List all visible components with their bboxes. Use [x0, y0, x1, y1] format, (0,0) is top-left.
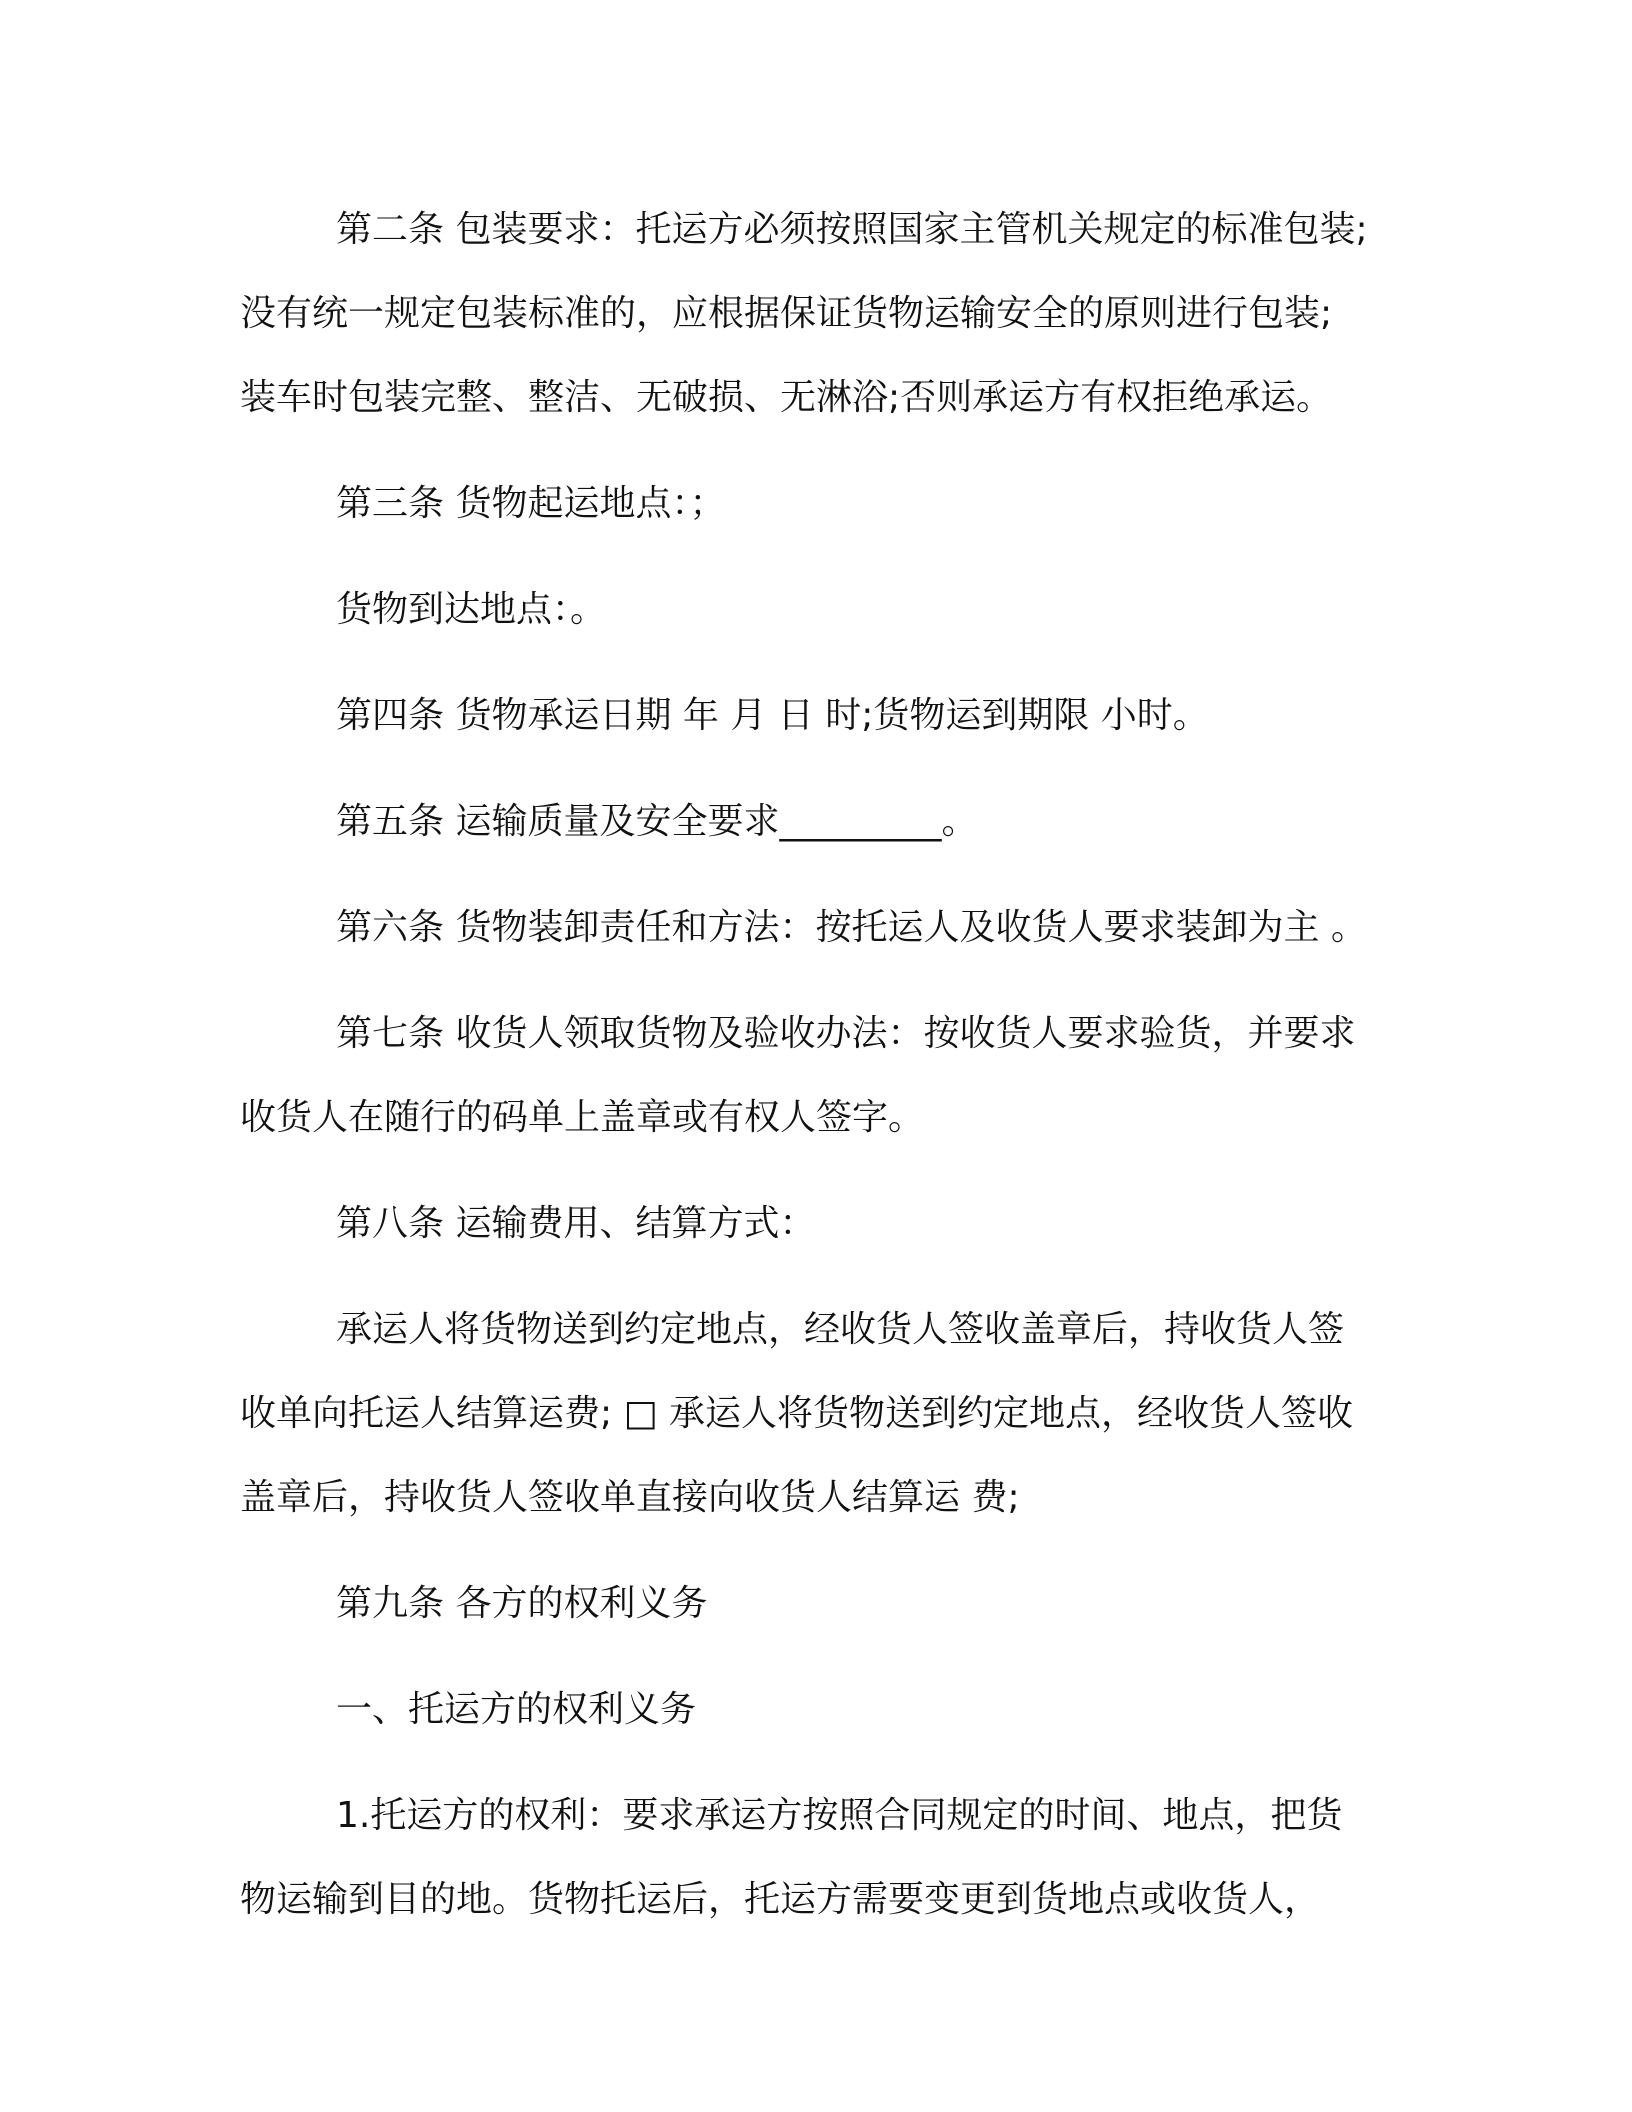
section-1-shipper-rights	[240, 1668, 1400, 1752]
text-line: 承运人将货物送到约定地点，经收货人签收盖章后，持收货人签	[336, 1309, 1345, 1350]
text-line: 第九条 各方的权利义务	[336, 1583, 708, 1624]
article-7-receipt	[240, 992, 1400, 1160]
text-line: 收单向托运人结算运费; □ 承运人将货物送到约定地点，经收货人签收	[240, 1393, 1354, 1434]
article-9-rights	[240, 1562, 1400, 1646]
text-line: 没有统一规定包装标准的，应根据保证货物运输安全的原则进行包装;	[240, 293, 1333, 334]
article-6-loading	[240, 886, 1400, 970]
text-line: 物运输到目的地。货物托运后，托运方需要变更到货地点或收货人，	[240, 1879, 1321, 1920]
text-line: 第二条 包装要求：托运方必须按照国家主管机关规定的标准包装;	[336, 209, 1368, 250]
article-3-origin	[240, 462, 1400, 546]
text-line: 第五条 运输质量及安全要求_________。	[336, 801, 978, 842]
text-line: 一、托运方的权利义务	[336, 1689, 697, 1730]
article-3-destination	[240, 568, 1400, 652]
text-line: 1.托运方的权利：要求承运方按照合同规定的时间、地点，把货	[336, 1795, 1343, 1836]
contract-body	[240, 188, 1400, 1942]
text-line: 盖章后，持收货人签收单直接向收货人结算运 费;	[240, 1477, 1020, 1518]
text-line: 收货人在随行的码单上盖章或有权人签字。	[240, 1097, 925, 1138]
text-line: 货物到达地点：。	[336, 589, 607, 630]
item-1-shipper-rights	[240, 1774, 1400, 1942]
text-line: 第三条 货物起运地点：；	[336, 483, 726, 524]
text-line: 第四条 货物承运日期 年 月 日 时;货物运到期限 小时。	[336, 695, 1209, 736]
article-8-fees	[240, 1182, 1400, 1266]
text-line: 第八条 运输费用、结算方式：	[336, 1203, 816, 1244]
article-4-date	[240, 674, 1400, 758]
article-8-settlement	[240, 1288, 1400, 1540]
text-line: 装车时包装完整、整洁、无破损、无淋浴;否则承运方有权拒绝承运。	[240, 377, 1333, 418]
article-2-packaging	[240, 188, 1400, 440]
text-line: 第七条 收货人领取货物及验收办法：按收货人要求验货，并要求	[336, 1013, 1356, 1054]
article-5-quality	[240, 780, 1400, 864]
text-line: 第六条 货物装卸责任和方法：按托运人及收货人要求装卸为主 。	[336, 907, 1367, 948]
